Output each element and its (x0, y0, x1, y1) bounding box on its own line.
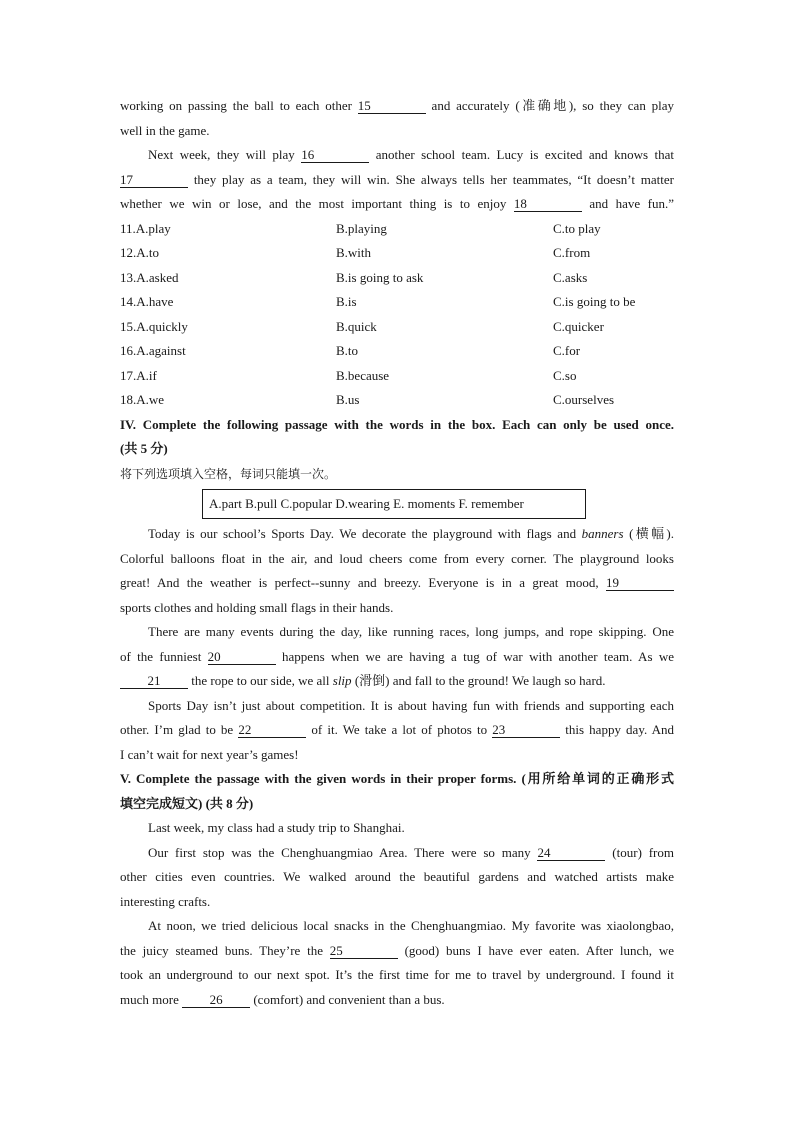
document-page (120, 94, 674, 1012)
section-heading: V. Complete the passage with the given words in their proper forms. (用所给单词的正确形式 (120, 771, 674, 786)
answer-blank-23[interactable]: 23 (492, 722, 560, 738)
text-line: much more 26 (comfort) and convenient than a bus. (120, 991, 445, 1007)
section-heading-score: (共 5 分) (120, 441, 168, 456)
text-line: the juicy steamed buns. They’re the 25 (good) buns I have ever eaten. After lunch, we (120, 942, 674, 958)
text-line: At noon, we tried delicious local snacks in the Chenghuangmiao. My favorite was xiaolongbao, (148, 918, 674, 933)
section-four (120, 413, 674, 768)
answer-blank-18[interactable]: 18 (514, 196, 582, 212)
text-line: working on passing the ball to each other 15 and accurately (准确地), so they can play (120, 98, 674, 113)
text-line: interesting crafts. (120, 893, 211, 909)
option-row (120, 217, 674, 242)
option-b[interactable]: B.us (336, 392, 360, 407)
text-line: 17 they play as a team, they will win. She always tells her teammates, “It doesn’t matter (120, 171, 674, 187)
text-line: other. I’m glad to be 22 of it. We take a lot of photos to 23 this happy day. And (120, 722, 675, 737)
option-a[interactable]: 12.A.to (120, 245, 159, 260)
text-line: There are many events during the day, like running races, long jumps, and rope skipping. One (148, 624, 674, 639)
option-b[interactable]: B.with (336, 245, 372, 260)
answer-blank-26[interactable]: 26 (182, 992, 250, 1008)
text-line: Our first stop was the Chenghuangmiao Area. There were so many 24 (tour) from (148, 844, 675, 860)
answer-blank-24[interactable]: 24 (537, 845, 605, 861)
option-a[interactable]: 16.A.against (120, 343, 186, 358)
answer-blank-21[interactable]: 21 (120, 673, 188, 689)
text-line: 21 the rope to our side, we all slip (滑倒) and fall to the ground! We laugh so hard. (120, 669, 674, 694)
text-line: of the funniest 20 happens when we are having a tug of war with another team. As we (120, 648, 675, 664)
answer-blank-25[interactable]: 25 (330, 943, 398, 959)
text-line: other cities even countries. We walked around the beautiful gardens and watched artists make (120, 869, 674, 884)
option-row (120, 266, 674, 291)
answer-blank-19[interactable]: 19 (606, 575, 674, 591)
text-line: well in the game. (120, 122, 210, 138)
option-a[interactable]: 14.A.have (120, 294, 174, 309)
text-line: Sports Day isn’t just about competition. It is about having fun with friends and supporting each (148, 697, 674, 713)
option-b[interactable]: B.because (336, 367, 390, 383)
option-b[interactable]: B.is (336, 294, 357, 309)
text-line: whether we win or lose, and the most important thing is to enjoy 18 and have fun.” (120, 196, 674, 211)
text-line: took an underground to our next spot. It’s the first time for me to travel by underground. I found it (120, 967, 674, 982)
option-row (120, 315, 674, 340)
option-row (120, 241, 674, 266)
option-row (120, 364, 674, 389)
section-heading-score: 填空完成短文) (共 8 分) (120, 795, 254, 811)
section-heading: IV. Complete the following passage with the words in the box. Each can only be used once. (120, 416, 674, 432)
option-c[interactable]: C.to play (553, 220, 601, 236)
option-c[interactable]: C.quicker (553, 318, 604, 334)
option-a[interactable]: 11.A.play (120, 220, 171, 236)
word-box: A.part B.pull C.popular D.wearing E. moments F. remember (202, 489, 586, 519)
option-c[interactable]: C.for (553, 343, 581, 358)
text-line: I can’t wait for next year’s games! (120, 746, 299, 762)
option-c[interactable]: C.so (553, 367, 577, 383)
text-line: Next week, they will play 16 another school team. Lucy is excited and knows that (148, 147, 675, 162)
word-box-row (120, 486, 674, 522)
options-list (120, 217, 674, 413)
option-row (120, 339, 674, 364)
option-c[interactable]: C.ourselves (553, 392, 615, 407)
passage-three-tail (120, 94, 674, 217)
option-a[interactable]: 18.A.we (120, 392, 165, 407)
option-a[interactable]: 17.A.if (120, 367, 157, 383)
option-a[interactable]: 15.A.quickly (120, 318, 188, 334)
text-line: sports clothes and holding small flags in their hands. (120, 599, 394, 615)
section-five (120, 767, 674, 1012)
option-b[interactable]: B.quick (336, 318, 377, 334)
text-line: great! And the weather is perfect--sunny and breezy. Everyone is in a great mood, 19 (120, 571, 674, 596)
option-c[interactable]: C.is going to be (553, 294, 636, 309)
text-line: Last week, my class had a study trip to Shanghai. (148, 820, 405, 835)
option-b[interactable]: B.playing (336, 220, 387, 236)
text-line: Today is our school’s Sports Day. We decorate the playground with flags and banners (横幅). (148, 526, 674, 541)
option-c[interactable]: C.asks (553, 269, 588, 285)
answer-blank-15[interactable]: 15 (358, 98, 426, 114)
answer-blank-17[interactable]: 17 (120, 172, 188, 188)
answer-blank-16[interactable]: 16 (301, 147, 369, 163)
section-instruction: 将下列选项填入空格，每词只能填一次。 (120, 466, 337, 481)
text-line: Colorful balloons float in the air, and loud cheers come from every corner. The playground looks (120, 550, 674, 566)
option-b[interactable]: B.to (336, 343, 359, 358)
option-row (120, 290, 674, 315)
option-c[interactable]: C.from (553, 245, 591, 260)
answer-blank-20[interactable]: 20 (208, 649, 276, 665)
option-row (120, 388, 674, 413)
option-a[interactable]: 13.A.asked (120, 269, 179, 285)
answer-blank-22[interactable]: 22 (238, 722, 306, 738)
option-b[interactable]: B.is going to ask (336, 269, 424, 285)
